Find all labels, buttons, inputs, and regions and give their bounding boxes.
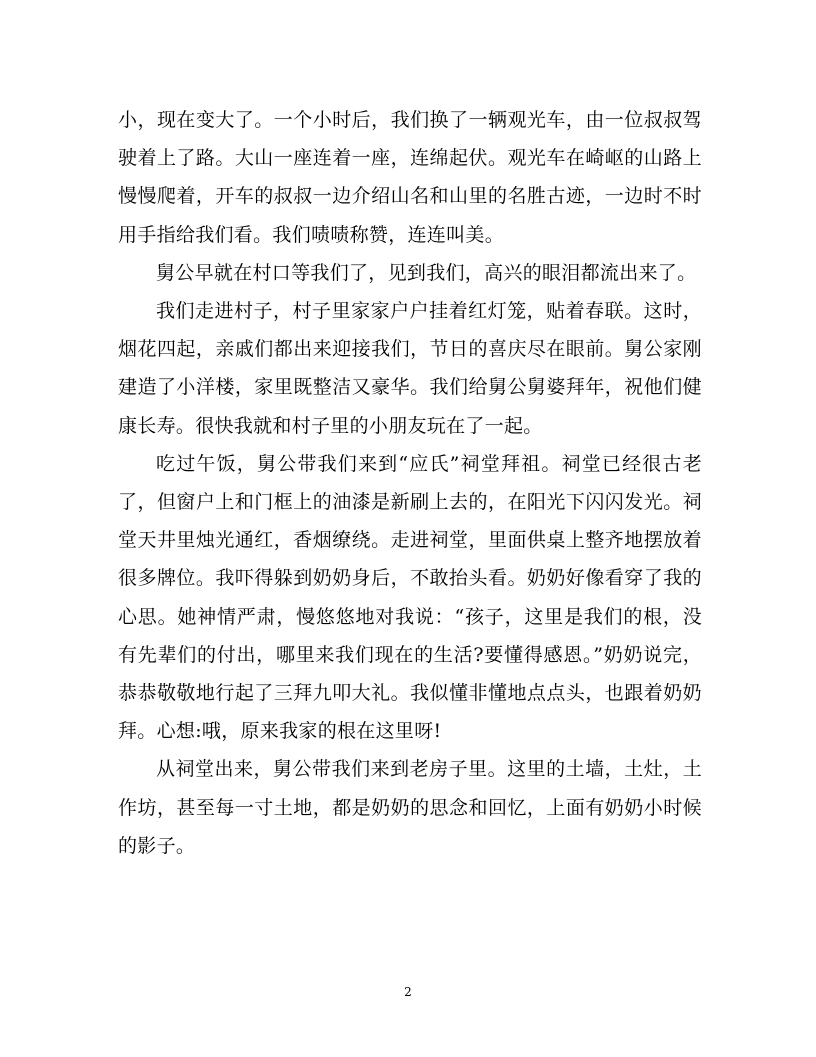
- page-number: 2: [404, 985, 412, 999]
- paragraph-5: 从祠堂出来，舅公带我们来到老房子里。这里的土墙，土灶，土作坊，甚至每一寸土地，都是奶奶的思念和回忆，上面有奶奶小时候的影子。: [118, 758, 702, 857]
- paragraph-3: 我们走进村子，村子里家家户户挂着红灯笼，贴着春联。这时，烟花四起，亲戚们都出来迎接我们，节日的喜庆尽在眼前。舅公家刚建造了小洋楼，家里既整洁又豪华。我们给舅公舅婆拜年，祝他们健康长寿。很快我就和村子里的小朋友玩在了一起。: [118, 300, 702, 437]
- paragraph-1: 小，现在变大了。一个小时后，我们换了一辆观光车，由一位叔叔驾驶着上了路。大山一座连着一座，连绵起伏。观光车在崎岖的山路上慢慢爬着，开车的叔叔一边介绍山名和山里的名胜古迹，一边时不时用手指给我们看。我们啧啧称赞，连连叫美。: [118, 109, 702, 246]
- document-body: [118, 101, 702, 865]
- paragraph-4: 吃过午饭，舅公带我们来到“应氏”祠堂拜祖。祠堂已经很古老了，但窗户上和门框上的油漆是新刷上去的，在阳光下闪闪发光。祠堂天井里烛光通红，香烟缭绕。走进祠堂，里面供桌上整齐地摆放着很多牌位。我吓得躲到奶奶身后，不敢抬头看。奶奶好像看穿了我的心思。她神情严肃，慢悠悠地对我说：“孩子，这里是我们的根，没有先辈们的付出，哪里来我们现在的生活?要懂得感恩。”奶奶说完，恭恭敬敬地行起了三拜九叩大礼。我似懂非懂地点点头，也跟着奶奶拜。心想:哦，原来我家的根在这里呀!: [118, 452, 702, 743]
- paragraph-2: 舅公早就在村口等我们了，见到我们，高兴的眼泪都流出来了。: [156, 261, 697, 284]
